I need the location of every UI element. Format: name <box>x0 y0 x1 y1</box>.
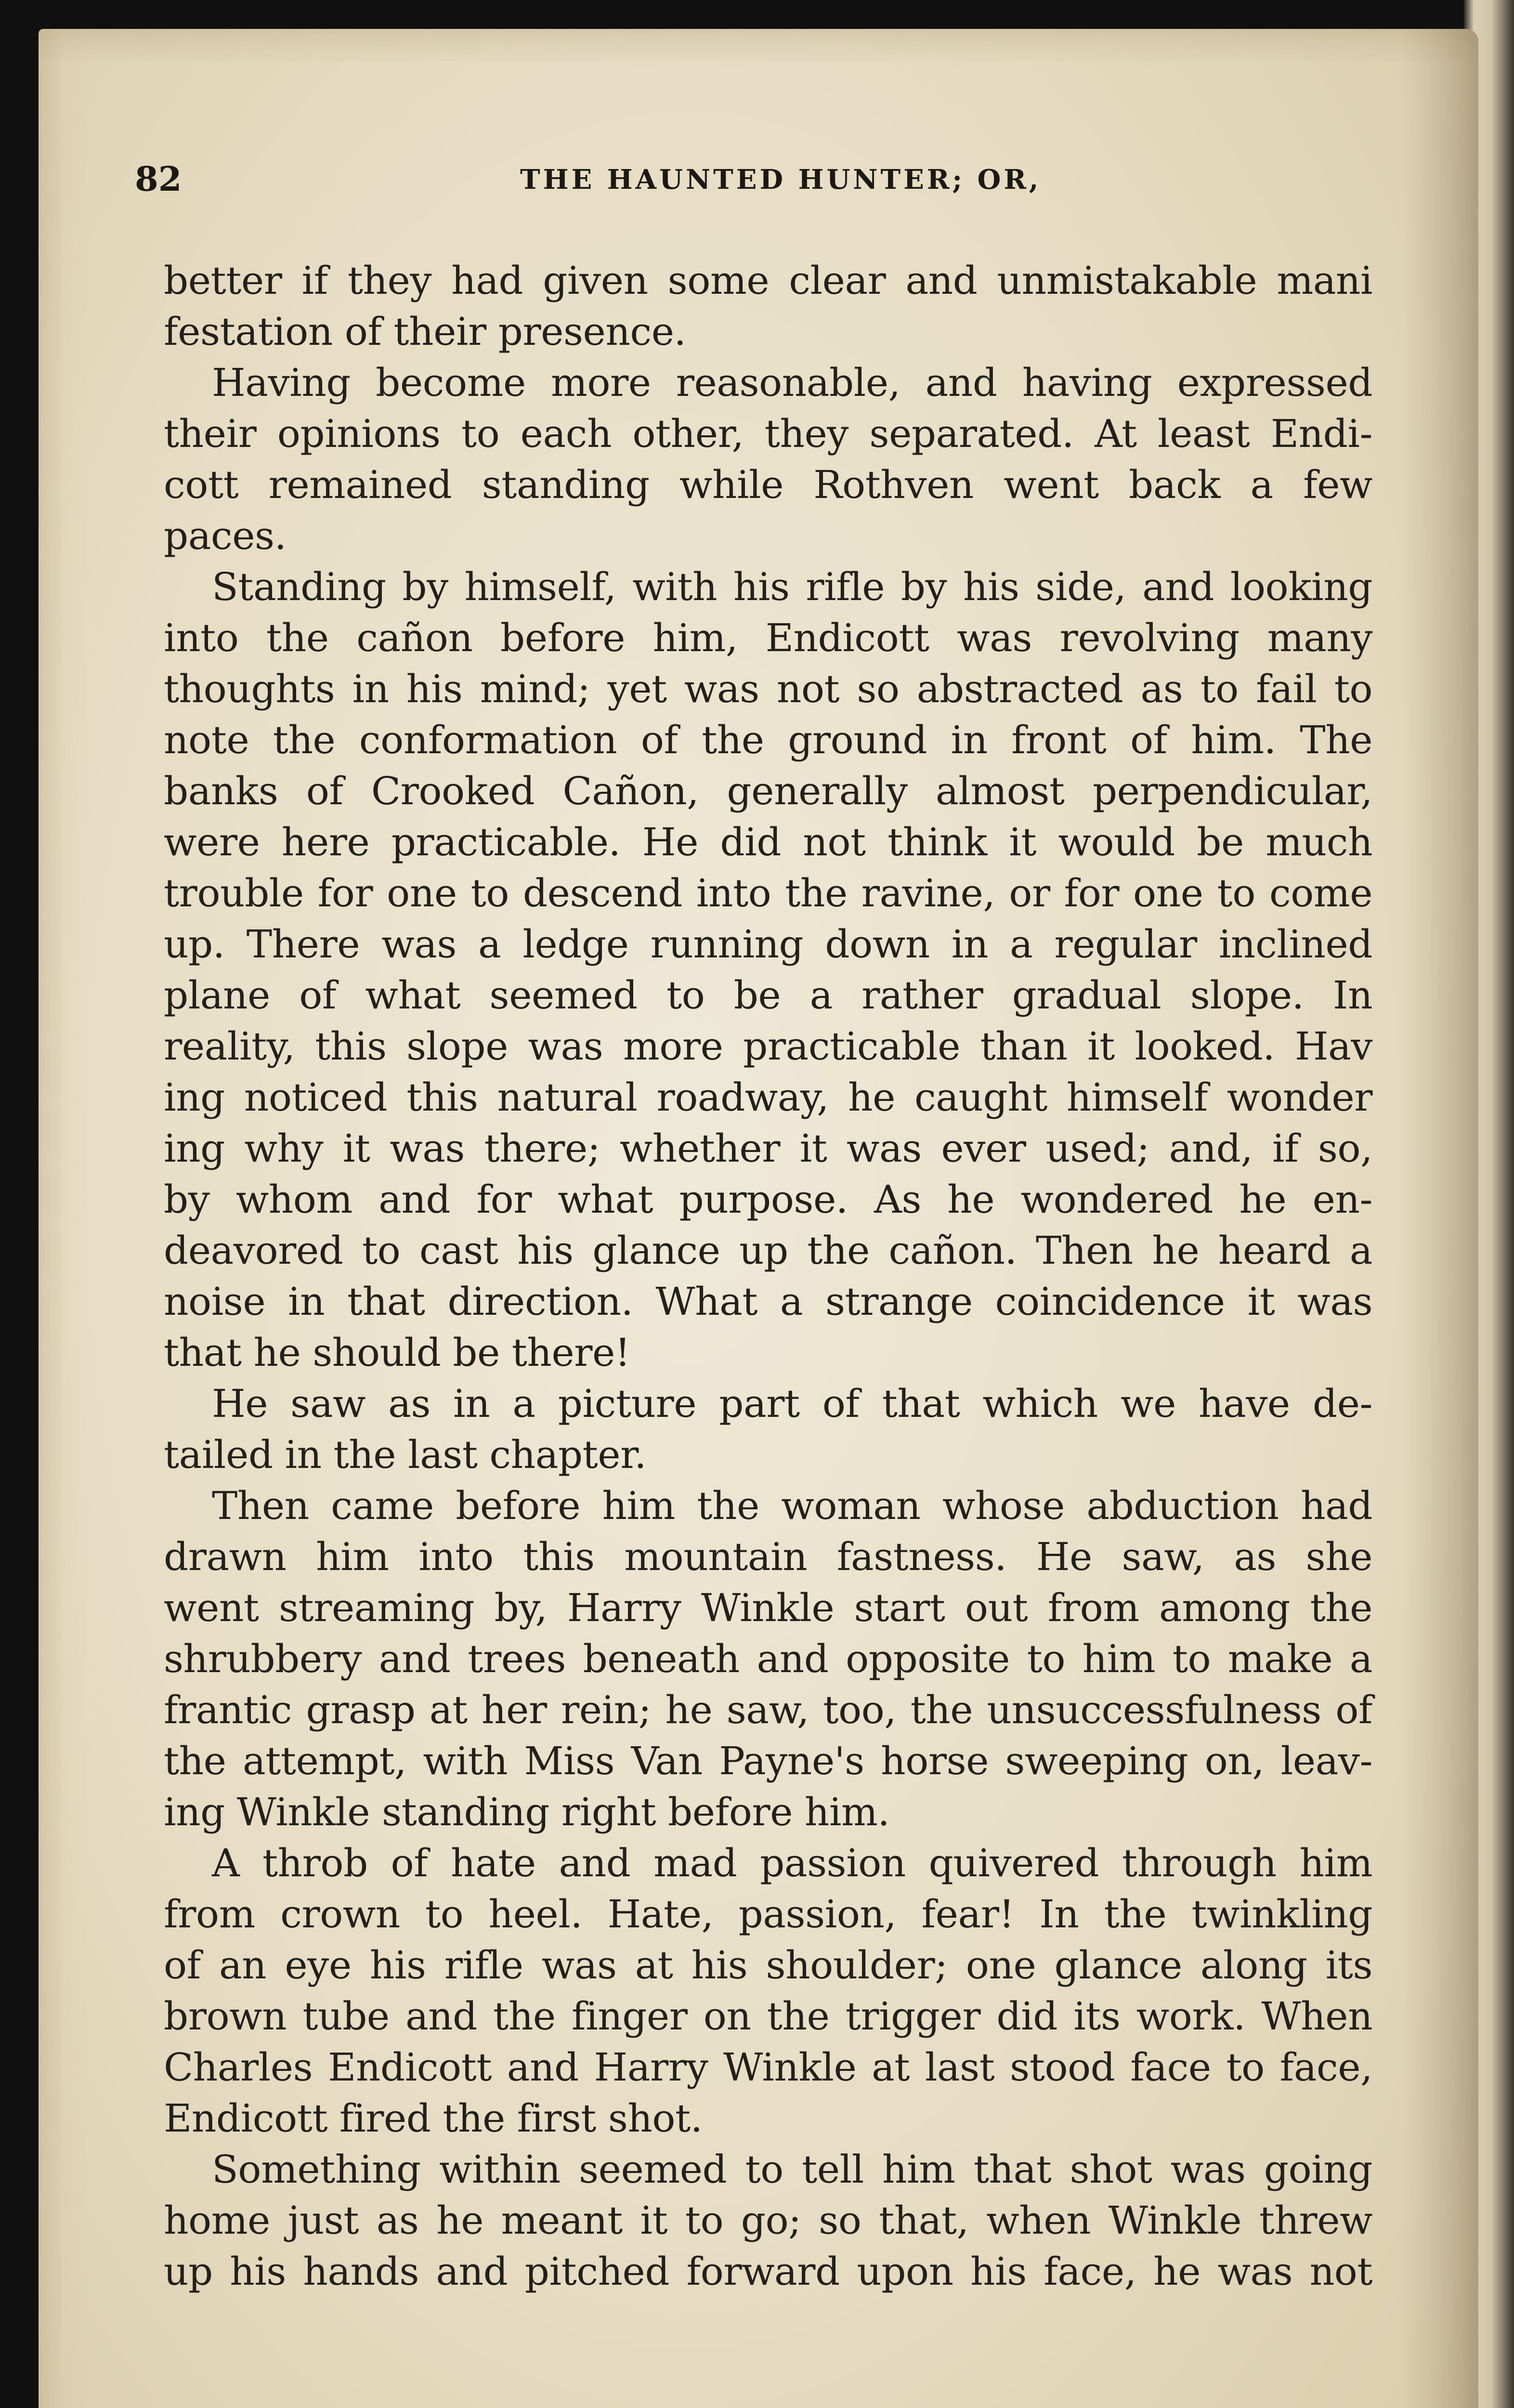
text-line: by whom and for what purpose. As he wondered he en- <box>164 1177 1372 1222</box>
text-line: better if they had given some clear and unmistakable mani <box>164 258 1372 303</box>
text-line: into the cañon before him, Endicott was revolving many <box>164 615 1372 660</box>
text-line: shrubbery and trees beneath and opposite to him to make a <box>164 1636 1372 1681</box>
page-number: 82 <box>135 159 182 199</box>
text-line: up his hands and pitched forward upon his face, he was not <box>164 2249 1372 2294</box>
text-line: ing Winkle standing right before him. <box>164 1790 890 1834</box>
text-line: paces. <box>164 513 287 558</box>
text-line: drawn him into this mountain fastness. He saw, as she <box>164 1534 1372 1579</box>
text-line: deavored to cast his glance up the cañon. Then he heard a <box>164 1228 1372 1273</box>
text-line: cott remained standing while Rothven went back a few <box>164 462 1372 507</box>
text-line: Charles Endicott and Harry Winkle at last stood face to face, <box>164 2045 1372 2090</box>
text-line: noise in that direction. What a strange coincidence it was <box>164 1279 1372 1324</box>
text-line: festation of their presence. <box>164 309 686 354</box>
text-line: ing why it was there; whether it was ever used; and, if so, <box>164 1126 1372 1171</box>
body-text <box>164 255 1372 2297</box>
text-line: from crown to heel. Hate, passion, fear! In the twinkling <box>164 1892 1372 1937</box>
text-line: trouble for one to descend into the ravine, or for one to come <box>164 871 1372 916</box>
page-header <box>135 159 1108 217</box>
text-line: tailed in the last chapter. <box>164 1432 647 1477</box>
text-line: were here practicable. He did not think it would be much <box>164 820 1372 864</box>
text-line: went streaming by, Harry Winkle start out from among the <box>164 1585 1372 1630</box>
text-line: thoughts in his mind; yet was not so abstracted as to fail to <box>164 667 1372 711</box>
text-line: home just as he meant it to go; so that, when Winkle threw <box>164 2198 1372 2243</box>
text-line: of an eye his rifle was at his shoulder; one glance along its <box>164 1943 1372 1988</box>
text-line: note the conformation of the ground in front of him. The <box>164 718 1372 762</box>
text-line: reality, this slope was more practicable than it looked. Hav <box>164 1024 1372 1069</box>
text-line: Standing by himself, with his rifle by his side, and looking <box>212 564 1372 609</box>
text-line: their opinions to each other, they separated. At least Endi- <box>164 411 1372 456</box>
text-line: the attempt, with Miss Van Payne's horse sweeping on, leav- <box>164 1739 1372 1783</box>
text-line: A throb of hate and mad passion quivered through him <box>212 1841 1372 1885</box>
text-line: Something within seemed to tell him that shot was going <box>212 2147 1372 2192</box>
page-gutter-shadow <box>1401 29 1478 2408</box>
text-line: He saw as in a picture part of that which we have de- <box>212 1381 1372 1426</box>
text-line: Endicott fired the first shot. <box>164 2096 703 2141</box>
text-line: ing noticed this natural roadway, he caught himself wonder <box>164 1075 1372 1120</box>
text-line: Having become more reasonable, and having expressed <box>212 360 1372 405</box>
text-line: that he should be there! <box>164 1330 630 1375</box>
running-title: THE HAUNTED HUNTER; OR, <box>520 164 1042 196</box>
text-line: plane of what seemed to be a rather gradual slope. In <box>164 973 1372 1018</box>
text-line: Then came before him the woman whose abduction had <box>212 1483 1372 1528</box>
text-line: banks of Crooked Cañon, generally almost perpendicular, <box>164 769 1372 813</box>
text-line: up. There was a ledge running down in a regular inclined <box>164 922 1372 967</box>
text-line: brown tube and the finger on the trigger did its work. When <box>164 1994 1372 2039</box>
text-line: frantic grasp at her rein; he saw, too, the unsuccessfulness of <box>164 1688 1372 1732</box>
